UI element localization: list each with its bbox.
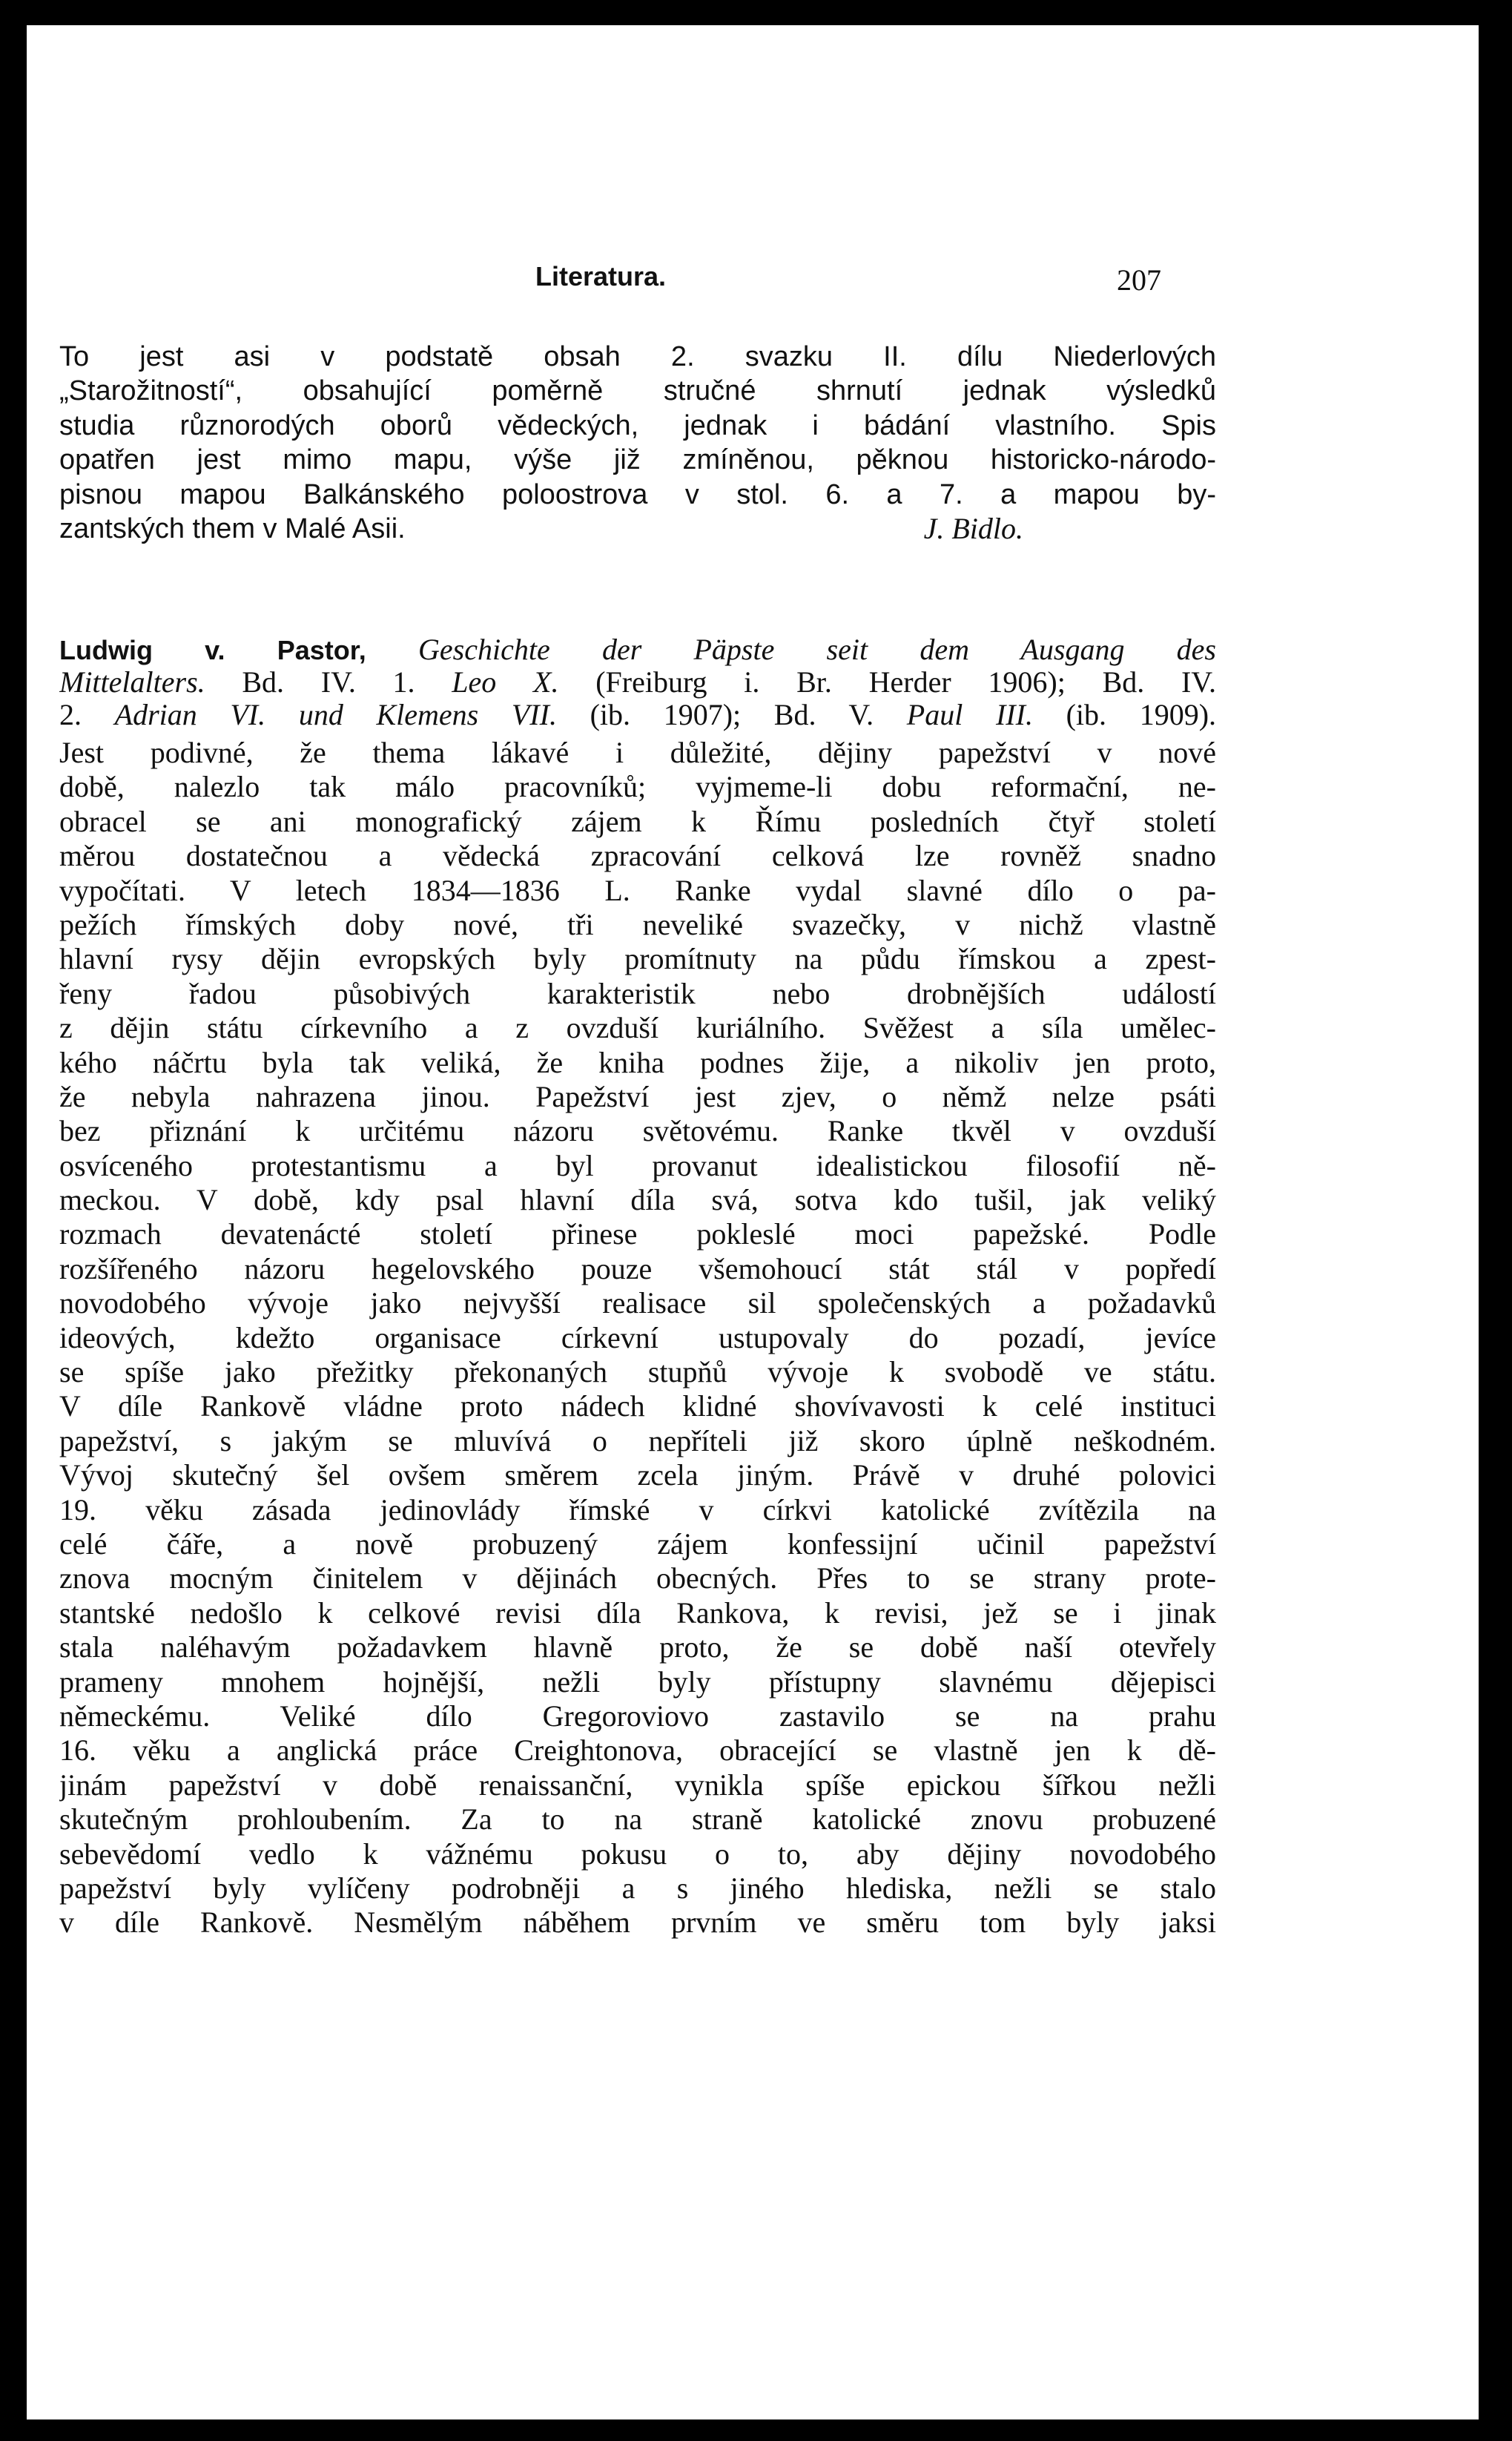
citation-volume: Bd. IV. 1. bbox=[242, 666, 415, 699]
paragraph-line: opatřen jest mimo mapu, výše již zmíněnou, pěknou historicko-národo- bbox=[59, 444, 1216, 476]
paragraph-line: „Starožitností“, obsahující poměrně stručné shrnutí jednak výsledků bbox=[59, 375, 1216, 407]
paragraph-line: novodobého vývoje jako nejvyšší realisace sil společenských a požadavků bbox=[59, 1286, 1216, 1320]
citation-volume-title: Adrian VI. und Klemens VII. bbox=[114, 699, 557, 731]
paragraph-line: ideových, kdežto organisace církevní ustupovaly do pozadí, jevíce bbox=[59, 1320, 1216, 1354]
book-page bbox=[27, 25, 1479, 2419]
citation-publisher: (ib. 1907); Bd. V. bbox=[590, 699, 874, 731]
running-head-title: Literatura. bbox=[535, 261, 667, 291]
paragraph-line: německému. Veliké dílo Gregoroviovo zastavilo se na prahu bbox=[59, 1699, 1216, 1733]
paragraph-line: době, nalezlo tak málo pracovníků; vyjmeme-li dobu reformační, ne- bbox=[59, 770, 1216, 804]
citation-volume-title: Paul III. bbox=[906, 699, 1033, 731]
paragraph-line: měrou dostatečnou a vědecká zpracování celková lze rovněž snadno bbox=[59, 839, 1216, 873]
paragraph-line: pežích římských doby nové, tři neveliké svazečky, v nichž vlastně bbox=[59, 907, 1216, 941]
reviewer-signature: J. Bidlo. bbox=[923, 511, 1023, 545]
paragraph-line: bez přiznání k určitému názoru světovému. Ranke tkvěl v ovzduší bbox=[59, 1114, 1216, 1148]
paragraph-line: zantských them v Malé Asii. bbox=[59, 513, 406, 544]
citation-publisher: (ib. 1909). bbox=[1066, 699, 1216, 731]
paragraph-last-line bbox=[59, 512, 1216, 546]
paragraph-line: rozmach devatenácté století přinese pokleslé moci papežské. Podle bbox=[59, 1217, 1216, 1251]
paragraph-line: Jest podivné, že thema lákavé i důležité, dějiny papežství v nové bbox=[59, 736, 1216, 769]
citation-volume: 2. bbox=[59, 699, 82, 731]
citation-title: Geschichte der Päpste seit dem Ausgang des bbox=[418, 633, 1216, 666]
paragraph-line: osvíceného protestantismu a byl provanut idealistickou filosofií ně- bbox=[59, 1148, 1216, 1182]
paragraph-line: 19. věku zásada jedinovlády římské v církvi katolické zvítězila na bbox=[59, 1492, 1216, 1526]
paragraph-line: rozšířeného názoru hegelovského pouze všemohoucí stát stál v popředí bbox=[59, 1251, 1216, 1285]
paragraph-line: sebevědomí vedlo k vážnému pokusu o to, aby dějiny novodobého bbox=[59, 1836, 1216, 1871]
paragraph-line: že nebyla nahrazena jinou. Papežství jest zjev, o němž nelze psáti bbox=[59, 1079, 1216, 1113]
paragraph-line: obracel se ani monografický zájem k Římu posledních čtyř století bbox=[59, 804, 1216, 838]
paragraph-line: 16. věku a anglická práce Creightonova, obracející se vlastně jen k dě- bbox=[59, 1733, 1216, 1768]
paragraph-line: skutečným prohloubením. Za to na straně katolické znovu probuzené bbox=[59, 1802, 1216, 1836]
paragraph-line: z dějin státu církevního a z ovzduší kuriálního. Svěžest a síla uměleс- bbox=[59, 1011, 1216, 1045]
paragraph-line: vypočítati. V letech 1834—1836 L. Ranke vydal slavné dílo o pa- bbox=[59, 873, 1216, 907]
paragraph-line: kého náčrtu byla tak veliká, že kniha podnes žije, a nikoliv jen proto, bbox=[59, 1045, 1216, 1079]
citation-author: Ludwig v. Pastor, bbox=[59, 635, 366, 665]
citation-publisher: (Freiburg i. Br. Herder 1906); Bd. IV. bbox=[595, 666, 1216, 699]
paragraph-line: papežství byly vylíčeny podrobněji a s jiného hlediska, nežli se stalo bbox=[59, 1871, 1216, 1905]
paragraph-line: Vývoj skutečný šel ovšem směrem zcela jiným. Právě v druhé polovici bbox=[59, 1458, 1216, 1492]
page-number: 207 bbox=[1117, 263, 1161, 297]
review-niederle bbox=[59, 340, 1216, 546]
citation-line bbox=[59, 666, 1216, 699]
paragraph-line: řeny řadou působivých karakteristik nebo drobnějších událostí bbox=[59, 976, 1216, 1010]
paragraph-line: To jest asi v podstatě obsah 2. svazku II. dílu Niederlových bbox=[59, 341, 1216, 372]
paragraph-line: meckou. V době, kdy psal hlavní díla svá, sotva kdo tušil, jak veliký bbox=[59, 1183, 1216, 1217]
citation-volume-title: Leo X. bbox=[452, 666, 559, 699]
paragraph-line: stantské nedošlo k celkové revisi díla Rankova, k revisi, jež se i jinak bbox=[59, 1595, 1216, 1630]
paragraph-line: V díle Rankově vládne proto nádech klidné shovívavosti k celé instituci bbox=[59, 1389, 1216, 1423]
paragraph-line: studia různorodých oborů vědeckých, jednak i bádání vlastního. Spis bbox=[59, 409, 1216, 441]
paragraph-line: prameny mnohem hojnější, nežli byly přístupny slavnému dějepisci bbox=[59, 1664, 1216, 1699]
paragraph-line: v díle Rankově. Nesmělým náběhem prvním ve směru tom byly jaksi bbox=[59, 1905, 1216, 1940]
citation-title: Mittelalters. bbox=[59, 666, 205, 699]
citation-line bbox=[59, 633, 1216, 666]
review-pastor-citation bbox=[59, 633, 1216, 731]
paragraph-line: hlavní rysy dějin evropských byly promítnuty na půdu římskou a zpest- bbox=[59, 942, 1216, 976]
review-pastor-body bbox=[59, 736, 1216, 1940]
paragraph-line: znova mocným činitelem v dějinách obecných. Přes to se strany prote- bbox=[59, 1561, 1216, 1595]
paragraph-line: celé čáře, a nově probuzený zájem konfessijní učinil papežství bbox=[59, 1526, 1216, 1561]
paragraph-line: pisnou mapou Balkánského poloostrova v stol. 6. a 7. a mapou by- bbox=[59, 478, 1216, 510]
paragraph-line: papežství, s jakým se mluvívá o nepříteli již skoro úplně neškodném. bbox=[59, 1423, 1216, 1457]
citation-line bbox=[59, 699, 1216, 731]
paragraph-line: stala naléhavým požadavkem hlavně proto, že se době naší otevřely bbox=[59, 1630, 1216, 1664]
paragraph-line: se spíše jako přežitky překonaných stupňů vývoje k svobodě ve státu. bbox=[59, 1355, 1216, 1389]
paragraph-line: jinám papežství v době renaissanční, vynikla spíše epickou šířkou nežli bbox=[59, 1768, 1216, 1802]
